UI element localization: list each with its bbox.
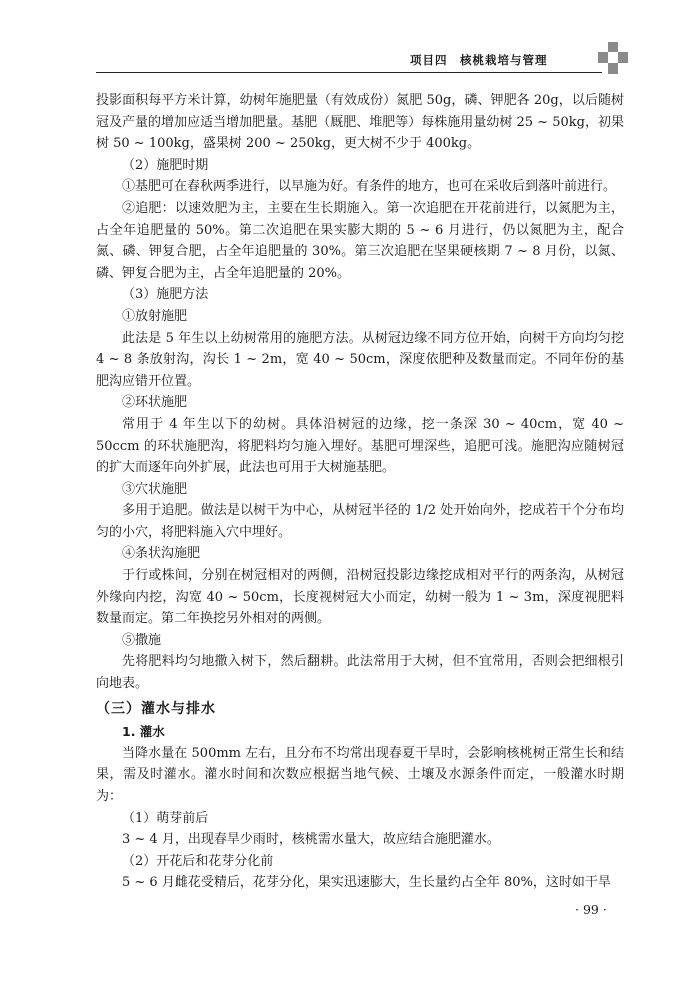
running-header: 项目四 核桃栽培与管理 [410,53,548,67]
paragraph-strip-ditch-fertilizing: 于行或株间，分别在树冠相对的两侧，沿树冠投影边缘挖成相对平行的两条沟，从树冠外缘向内挖，沟宽 40 ~ 50cm，长度视树冠大小而定，幼树一般为 1 ~ 3m，深度视肥料数量而定。第二年换挖另外相对的两侧。 [96,568,624,627]
subsection-title-irrigation: 1. 灌水 [122,724,165,740]
heading-strip-ditch-fertilizing: ④条状沟施肥 [122,546,201,562]
paragraph-irrigation-intro: 当降水量在 500mm 左右，且分布不均常出现春夏干旱时，会影响核桃树正常生长和结果，需及时灌水。灌水时间和次数应根据当地气候、土壤及水源条件而定，一般灌水时期为： [96,745,624,804]
heading-hole-fertilizing: ③穴状施肥 [122,481,188,497]
section-title-irrigation-drainage: （三）灌水与排水 [96,700,216,717]
page-body [96,90,624,894]
heading-broadcast-fertilizing: ⑤撒施 [122,632,162,648]
paragraph-broadcast-fertilizing: 先将肥料均匀地撒入树下，然后翻耕。此法常用于大树，但不宜常用，否则会把细根引向地表。 [96,654,624,692]
heading-before-after-sprouting: （1）萌芽前后 [122,810,209,826]
heading-radial-fertilizing: ①放射施肥 [122,308,188,324]
paragraph-base-fertilizer: ①基肥可在春秋两季进行，以早施为好。有条件的地方，也可在采收后到落叶前进行。 [122,179,617,195]
decorative-blocks-icon [598,42,628,74]
paragraph-hole-fertilizing: 多用于追肥。做法是以树干为中心，从树冠半径的 1/2 处开始向外，挖成若干个分布均匀的小穴，将肥料施入穴中埋好。 [96,503,624,540]
page-number: · 99 · [575,902,607,917]
paragraph-topdressing: ②追肥：以速效肥为主，主要在生长期施入。第一次追肥在开花前进行，以氮肥为主，占全年追肥量的 50%。第二次追肥在果实膨大期的 5 ~ 6 月进行，仍以氮肥为主，配合氮、磷、钾复合肥，占全年追肥量的 30%。第三次追肥在坚果硬核期 7 ~ 8 月份，以氮、磷、钾复合肥为主，占全年追肥量的 20%。 [96,200,624,281]
heading-after-flowering: （2）开花后和花芽分化前 [122,853,274,869]
paragraph-after-flowering: 5 ~ 6 月雌花受精后，花芽分化，果实迅速膨大，生长量约占全年 80%，这时如干旱 [122,875,611,891]
paragraph-radial-fertilizing: 此法是 5 年生以上幼树常用的施肥方法。从树冠边缘不同方位开始，向树干方向均匀挖 4 ~ 8 条放射沟，沟长 1 ~ 2m，宽 40 ~ 50cm，深度依肥种及数量而定。不同年份的基肥沟应错开位置。 [96,330,624,389]
paragraph-ring-fertilizing: 常用于 4 年生以下的幼树。具体沿树冠的边缘，挖一条深 30 ~ 40cm，宽 40 ~ 50ccm 的环状施肥沟，将肥料均匀施入埋好。基肥可埋深些，追肥可浅。施肥沟应随树冠的扩大而逐年向外扩展，此法也可用于大树施基肥。 [96,416,624,476]
heading-fertilizing-time: （2）施肥时期 [122,157,209,173]
heading-fertilizing-method: （3）施肥方法 [122,287,209,303]
heading-ring-fertilizing: ②环状施肥 [122,395,188,411]
header-rule [96,72,602,73]
paragraph-fertilizer-amount: 投影面积每平方米计算，幼树年施肥量（有效成份）氮肥 50g，磷、钾肥各 20g，以后随树冠及产量的增加应适当增加肥量。基肥（厩肥、堆肥等）每株施用量幼树 25 ~ 50kg，初果树 50 ~ 100kg，盛果树 200 ~ 250kg，更大树不少于 400kg。 [96,93,624,152]
paragraph-sprouting-irrigation: 3 ~ 4 月，出现春旱少雨时，核桃需水量大，故应结合施肥灌水。 [122,832,500,848]
